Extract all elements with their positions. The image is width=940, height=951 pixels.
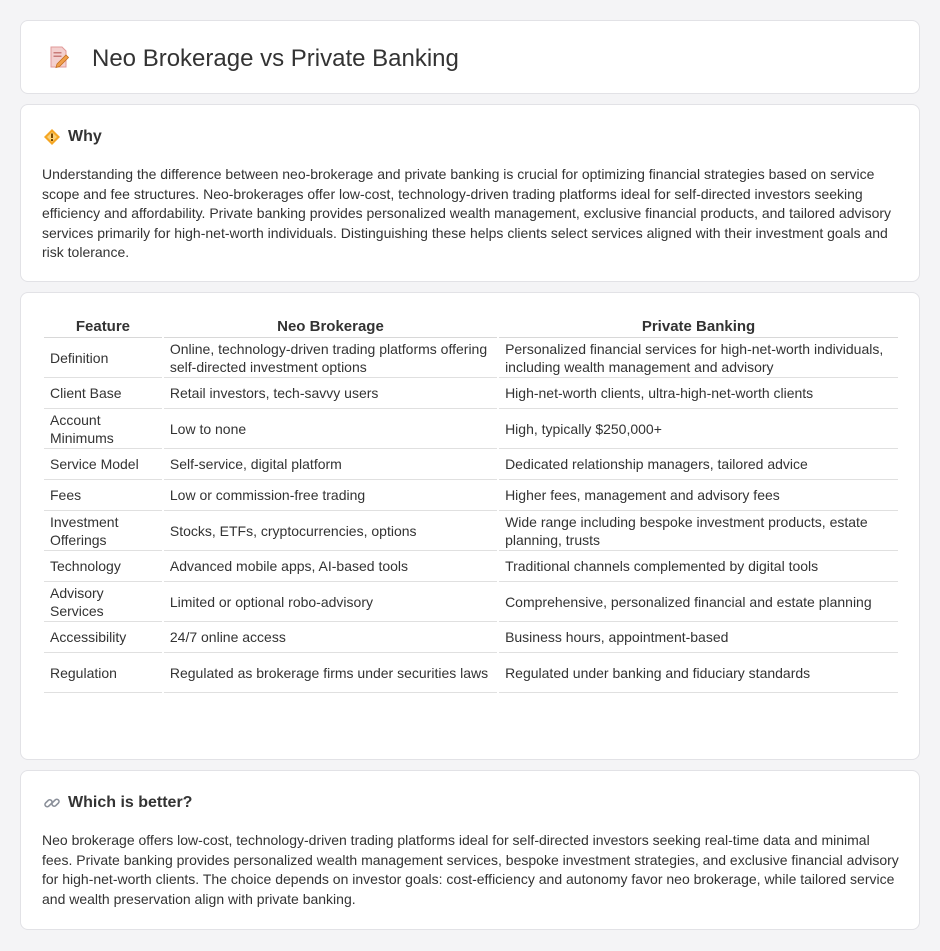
- table-row: [44, 378, 898, 409]
- private-banking-cell: High-net-worth clients, ultra-high-net-worth clients: [499, 378, 898, 409]
- which-is-better-heading-label: Which is better?: [68, 794, 193, 811]
- which-is-better-heading: [43, 794, 192, 812]
- link-icon: [43, 794, 61, 812]
- header-private-banking: Private Banking: [499, 317, 898, 338]
- neo-brokerage-cell: Advanced mobile apps, AI-based tools: [164, 551, 497, 582]
- feature-cell: Accessibility: [44, 622, 162, 653]
- table-row: [44, 582, 898, 622]
- feature-cell: Definition: [44, 338, 162, 378]
- neo-brokerage-cell: Limited or optional robo-advisory: [164, 582, 497, 622]
- header-neo-brokerage: Neo Brokerage: [164, 317, 497, 338]
- why-heading: [43, 128, 102, 146]
- private-banking-cell: Dedicated relationship managers, tailored advice: [499, 449, 898, 480]
- private-banking-cell: Regulated under banking and fiduciary standards: [499, 653, 898, 693]
- feature-cell: Technology: [44, 551, 162, 582]
- header-feature: Feature: [44, 317, 162, 338]
- table-header-row: [44, 317, 898, 338]
- feature-cell: Client Base: [44, 378, 162, 409]
- private-banking-cell: Wide range including bespoke investment products, estate planning, trusts: [499, 511, 898, 551]
- comparison-section: [20, 292, 920, 760]
- table-row: [44, 409, 898, 449]
- private-banking-cell: Personalized financial services for high-net-worth individuals, including wealth management and advisory: [499, 338, 898, 378]
- why-section: [20, 104, 920, 282]
- neo-brokerage-cell: Low or commission-free trading: [164, 480, 497, 511]
- which-is-better-text: Neo brokerage offers low-cost, technology-driven trading platforms ideal for self-directed investors seeking real-time data and minimal fees. Private banking provides personalized wealth management services, bespoke investment strategies, and exclusive financial advisory for high-net-worth clients. The choice depends on investor goals: cost-efficiency and autonomy favor neo brokerage, while tailored service and wealth preservation align with private banking.: [42, 832, 899, 907]
- table-row: [44, 449, 898, 480]
- feature-cell: Advisory Services: [44, 582, 162, 622]
- why-text: Understanding the difference between neo-brokerage and private banking is crucial for optimizing financial strategies based on service scope and fee structures. Neo-brokerages offer low-cost, technology-driven trading platforms ideal for self-directed investors seeking efficiency and affordability. Private banking provides personalized wealth management, exclusive financial products, and tailored advisory services primarily for high-net-worth individuals. Distinguishing these helps clients select services aligned with their investment goals and risk tolerance.: [42, 166, 892, 260]
- table-row: [44, 622, 898, 653]
- feature-cell: Fees: [44, 480, 162, 511]
- private-banking-cell: Comprehensive, personalized financial and estate planning: [499, 582, 898, 622]
- table-row: [44, 480, 898, 511]
- neo-brokerage-cell: 24/7 online access: [164, 622, 497, 653]
- neo-brokerage-cell: Low to none: [164, 409, 497, 449]
- document-pencil-icon: [47, 45, 71, 69]
- neo-brokerage-cell: Self-service, digital platform: [164, 449, 497, 480]
- neo-brokerage-cell: Retail investors, tech-savvy users: [164, 378, 497, 409]
- table-row: [44, 653, 898, 693]
- table-row: [44, 338, 898, 378]
- page-title: Neo Brokerage vs Private Banking: [92, 45, 459, 72]
- feature-cell: Regulation: [44, 653, 162, 693]
- private-banking-cell: Traditional channels complemented by digital tools: [499, 551, 898, 582]
- private-banking-cell: Higher fees, management and advisory fees: [499, 480, 898, 511]
- private-banking-cell: High, typically $250,000+: [499, 409, 898, 449]
- neo-brokerage-cell: Regulated as brokerage firms under securities laws: [164, 653, 497, 693]
- table-row: [44, 511, 898, 551]
- why-heading-label: Why: [68, 128, 102, 145]
- header-card: [20, 20, 920, 94]
- diamond-icon: [43, 128, 61, 146]
- feature-cell: Investment Offerings: [44, 511, 162, 551]
- comparison-table: [42, 317, 900, 693]
- table-row: [44, 551, 898, 582]
- private-banking-cell: Business hours, appointment-based: [499, 622, 898, 653]
- feature-cell: Account Minimums: [44, 409, 162, 449]
- feature-cell: Service Model: [44, 449, 162, 480]
- which-is-better-section: [20, 770, 920, 930]
- neo-brokerage-cell: Online, technology-driven trading platforms offering self-directed investment options: [164, 338, 497, 378]
- neo-brokerage-cell: Stocks, ETFs, cryptocurrencies, options: [164, 511, 497, 551]
